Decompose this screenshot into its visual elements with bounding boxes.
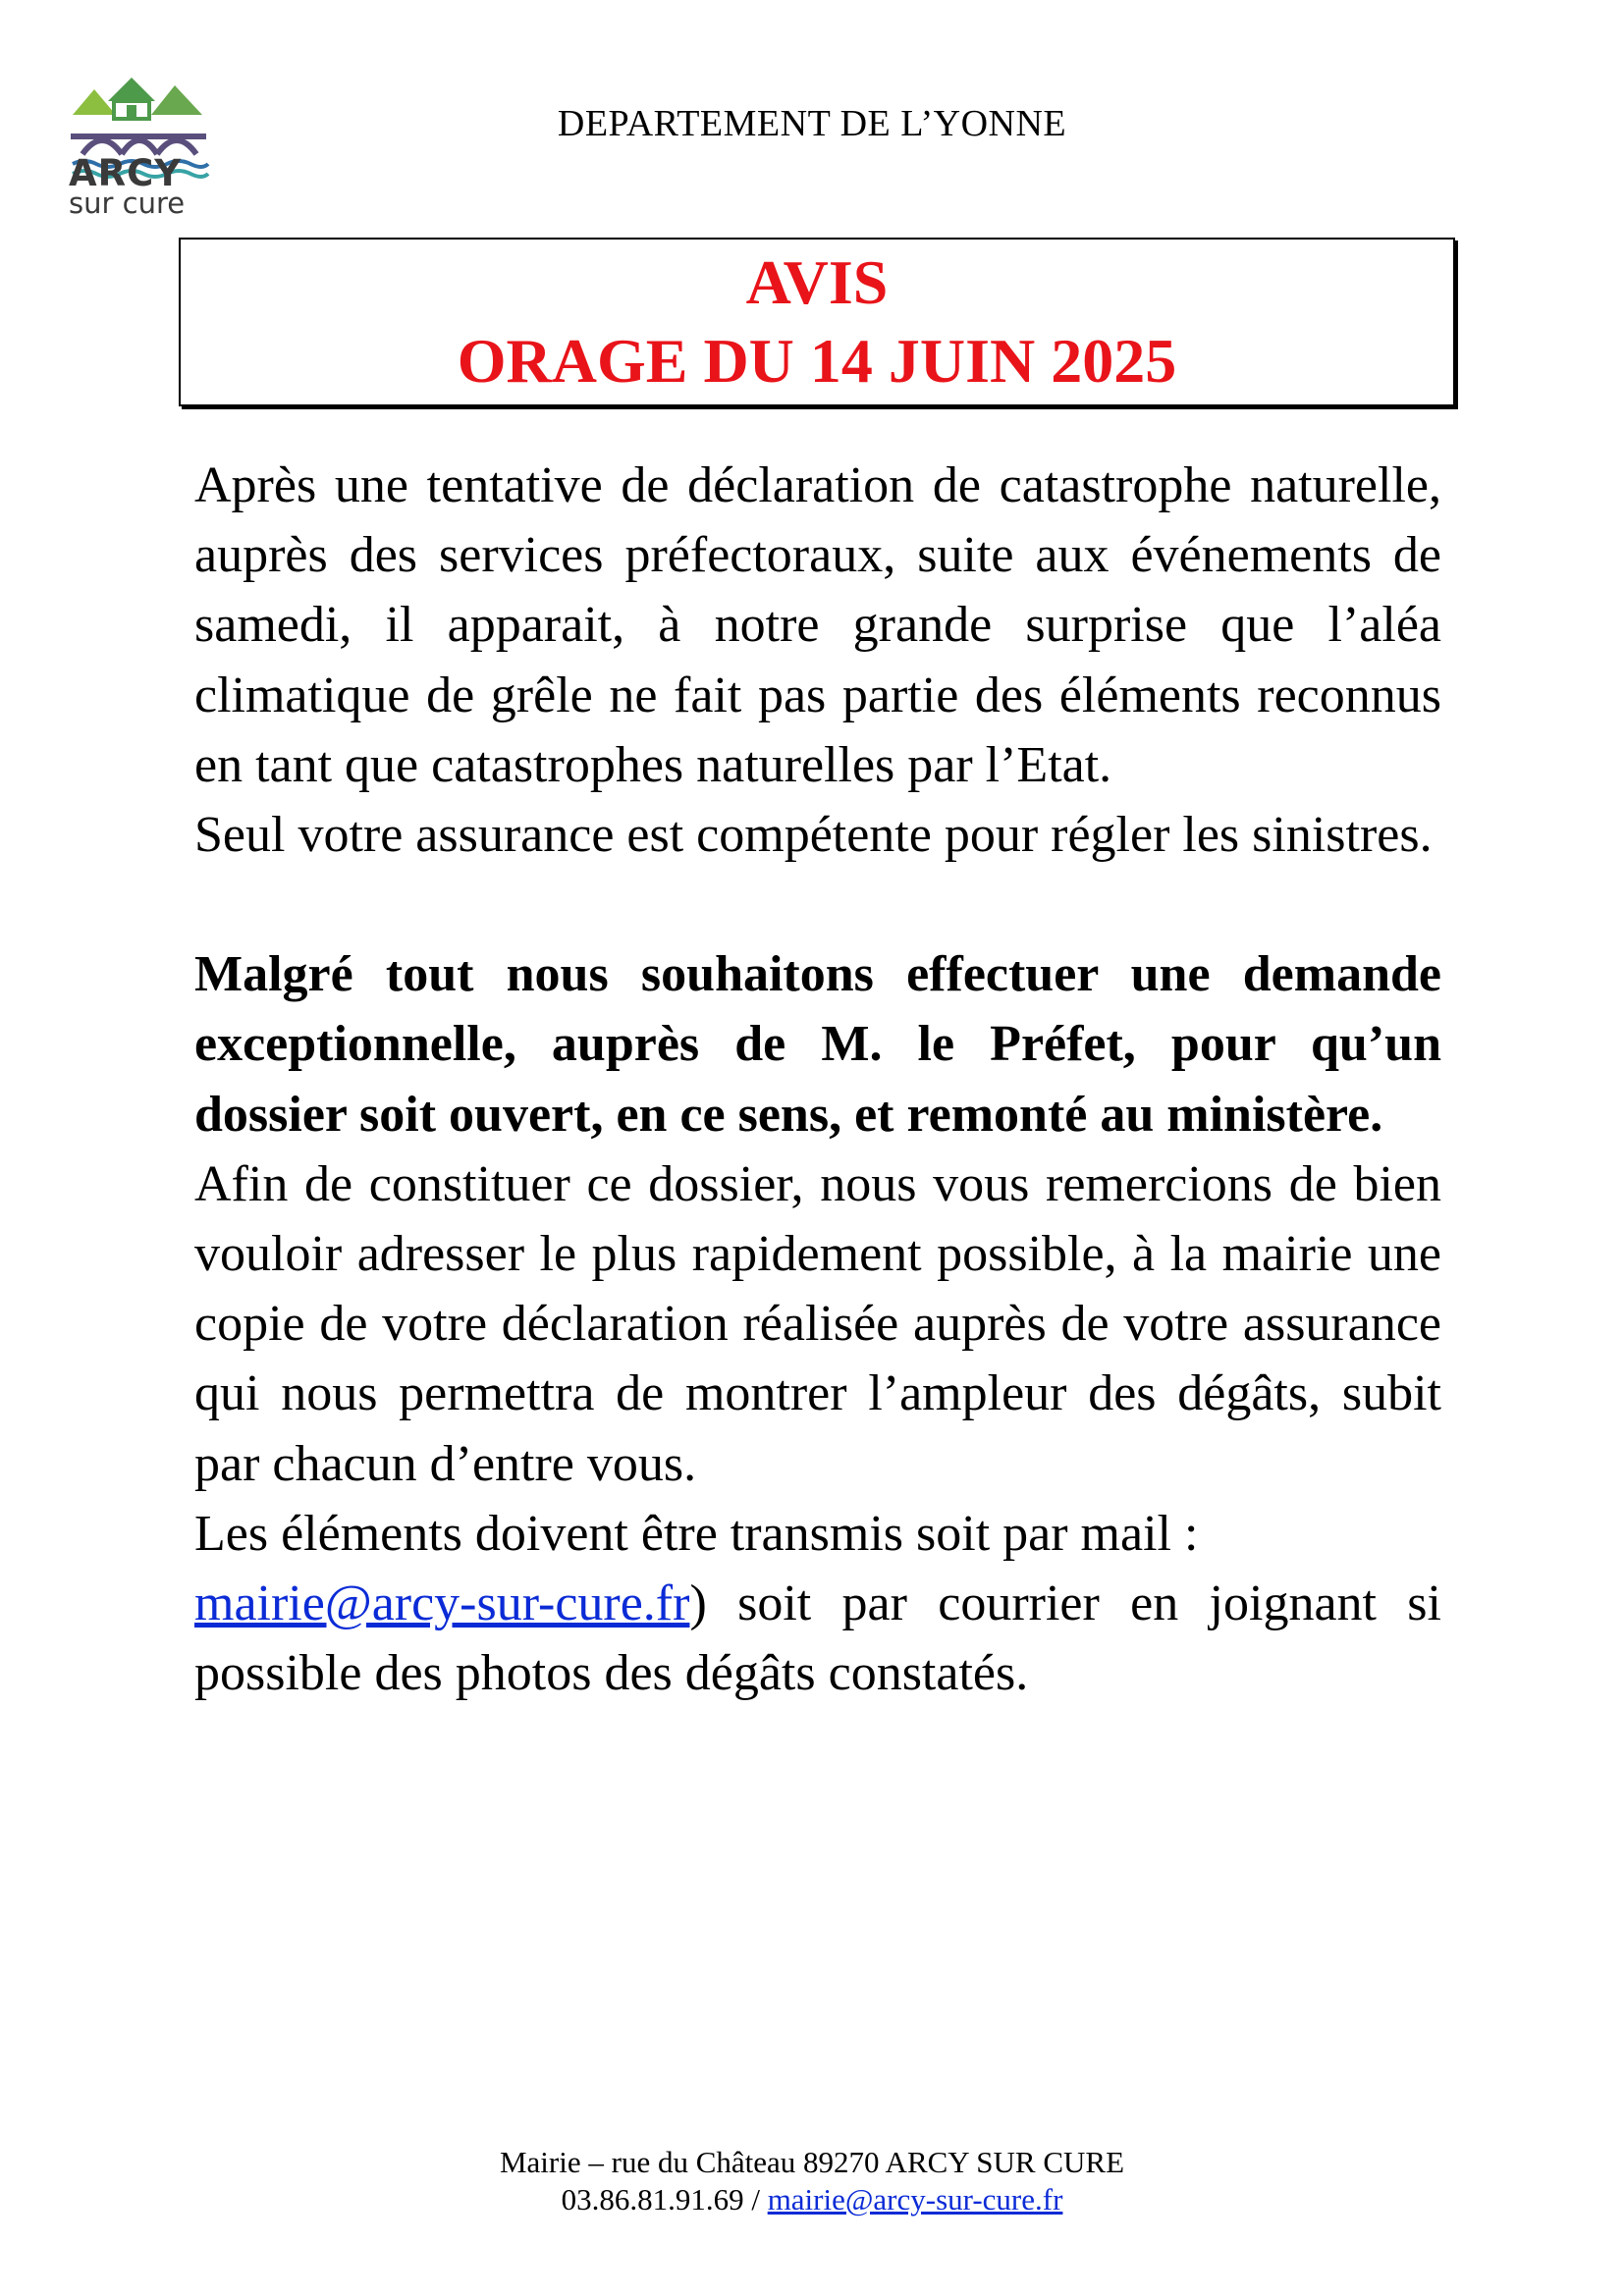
notice-box (179, 238, 1455, 406)
contact-text-after: ) soit par courrier en joignant si possible des photos des dégâts constatés. (194, 1575, 1441, 1702)
contact-text-before: Les éléments doivent être transmis soit par mail : (194, 1505, 1199, 1562)
paragraph-request: Malgré tout nous souhaitons effectuer une demande exceptionnelle, auprès de M. le Préfet, pour qu’un dossier soit ouvert, en ce sens, et remonté au ministère. (194, 946, 1441, 1143)
footer (0, 2144, 1624, 2218)
notice-title: AVIS (745, 247, 889, 317)
paragraph-gap (194, 870, 1441, 939)
logo-name: ARCY (69, 152, 183, 194)
logo-subtitle: sur cure (69, 187, 186, 220)
footer-phone: 03.86.81.91.69 / (561, 2182, 768, 2216)
footer-email-link[interactable]: mairie@arcy-sur-cure.fr (767, 2182, 1063, 2216)
paragraph-insurance: Seul votre assurance est compétente pour régler les sinistres. (194, 807, 1433, 864)
paragraph-contact (194, 1499, 1441, 1709)
footer-contact (0, 2181, 1624, 2218)
paragraph-intro: Après une tentative de déclaration de catastrophe naturelle, auprès des services préfectoraux, suite aux événements de samedi, il apparait, à notre grande surprise que l’aléa climatique de grêle ne fait pas partie des éléments reconnus en tant que catastrophes naturelles par l’Etat. (194, 457, 1441, 793)
contact-email-link[interactable]: mairie@arcy-sur-cure.fr (194, 1575, 690, 1632)
notice-subtitle: ORAGE DU 14 JUIN 2025 (457, 326, 1177, 396)
paragraph-instructions: Afin de constituer ce dossier, nous vous remercions de bien vouloir adresser le plus rapidement possible, à la mairie une copie de votre déclaration réalisée auprès de votre assurance qui nous permettra de montrer l’ampleur des dégâts, subit par chacun d’entre vous. (194, 1155, 1441, 1492)
logo-roof (108, 78, 155, 101)
department-header: DEPARTEMENT DE L’YONNE (557, 103, 1067, 144)
footer-address: Mairie – rue du Château 89270 ARCY SUR CURE (499, 2145, 1125, 2179)
notice-body (194, 451, 1441, 1708)
